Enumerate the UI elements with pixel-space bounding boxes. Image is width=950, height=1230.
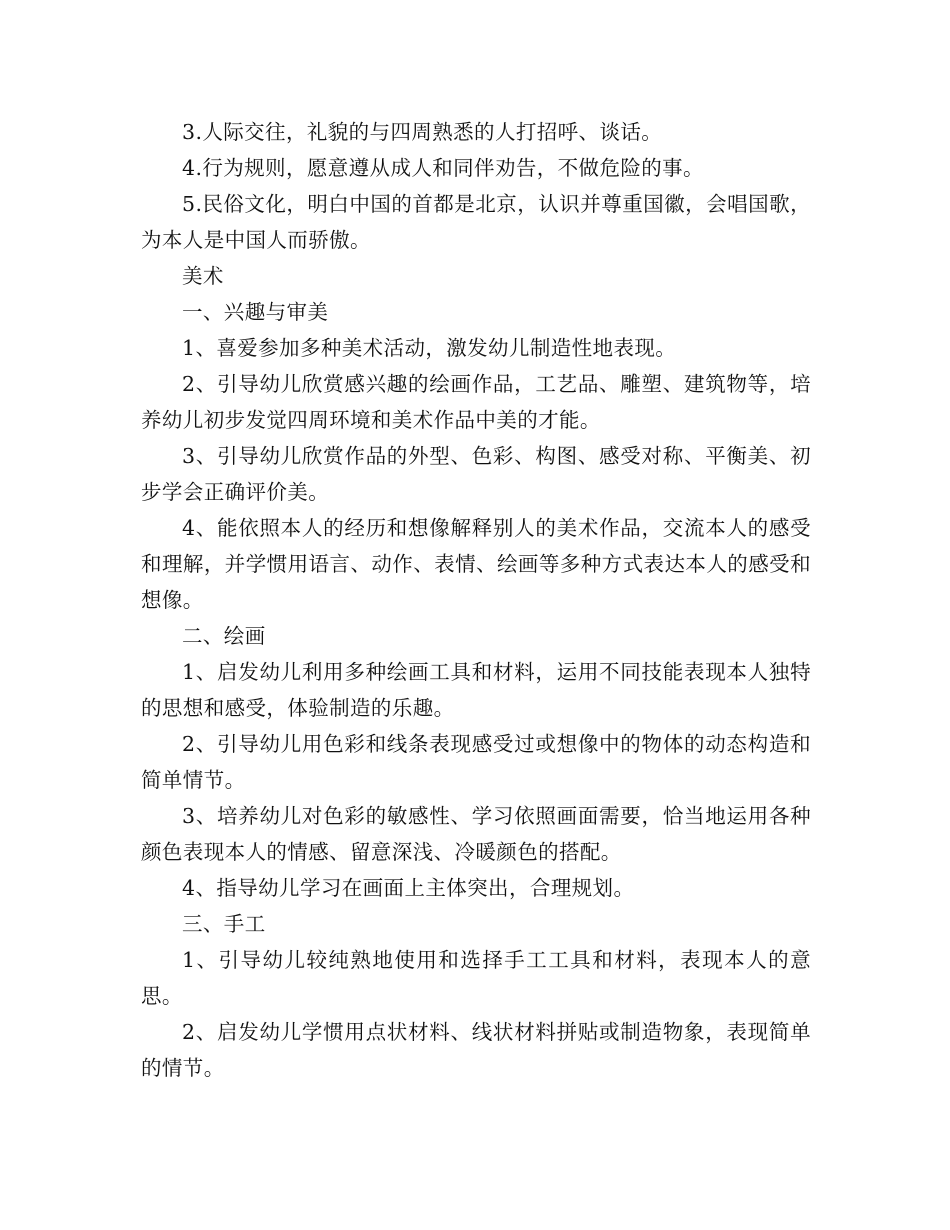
paragraph-handicraft-item-2: 2、启发幼儿学惯用点状材料、线状材料拼贴或制造物象，表现简单的情节。 xyxy=(141,1020,811,1080)
paragraph-art-item-1: 1、喜爱参加多种美术活动，激发幼儿制造性地表现。 xyxy=(182,336,677,360)
section-heading-art: 美术 xyxy=(182,264,224,288)
document-body xyxy=(141,114,811,1086)
subheading-painting: 二、绘画 xyxy=(182,624,266,648)
paragraph-art-item-2: 2、引导幼儿欣赏感兴趣的绘画作品，工艺品、雕塑、建筑物等，培养幼儿初步发觉四周环境和美术作品中美的才能。 xyxy=(141,372,811,432)
subheading-interest-aesthetics: 一、兴趣与审美 xyxy=(182,300,329,324)
paragraph-art-item-4: 4、能依照本人的经历和想像解释别人的美术作品，交流本人的感受和理解，并学惯用语言、动作、表情、绘画等多种方式表达本人的感受和想像。 xyxy=(141,516,811,612)
paragraph-handicraft-item-1: 1、引导幼儿较纯熟地使用和选择手工工具和材料，表现本人的意思。 xyxy=(141,948,811,1008)
paragraph-painting-item-4: 4、指导幼儿学习在画面上主体突出，合理规划。 xyxy=(182,876,635,900)
subheading-handicraft: 三、手工 xyxy=(182,912,266,936)
paragraph-folk-culture: 5.民俗文化，明白中国的首都是北京，认识并尊重国徽，会唱国歌，为本人是中国人而骄傲。 xyxy=(141,192,811,252)
paragraph-painting-item-1: 1、启发幼儿利用多种绘画工具和材料，运用不同技能表现本人独特的思想和感受，体验制造的乐趣。 xyxy=(141,660,811,720)
paragraph-behavior-rules: 4.行为规则，愿意遵从成人和同伴劝告，不做危险的事。 xyxy=(182,156,704,180)
paragraph-painting-item-3: 3、培养幼儿对色彩的敏感性、学习依照画面需要，恰当地运用各种颜色表现本人的情感、留意深浅、冷暖颜色的搭配。 xyxy=(141,804,811,864)
paragraph-art-item-3: 3、引导幼儿欣赏作品的外型、色彩、构图、感受对称、平衡美、初步学会正确评价美。 xyxy=(141,444,811,504)
paragraph-social-interaction: 3.人际交往，礼貌的与四周熟悉的人打招呼、谈话。 xyxy=(182,120,663,144)
paragraph-painting-item-2: 2、引导幼儿用色彩和线条表现感受过或想像中的物体的动态构造和简单情节。 xyxy=(141,732,811,792)
